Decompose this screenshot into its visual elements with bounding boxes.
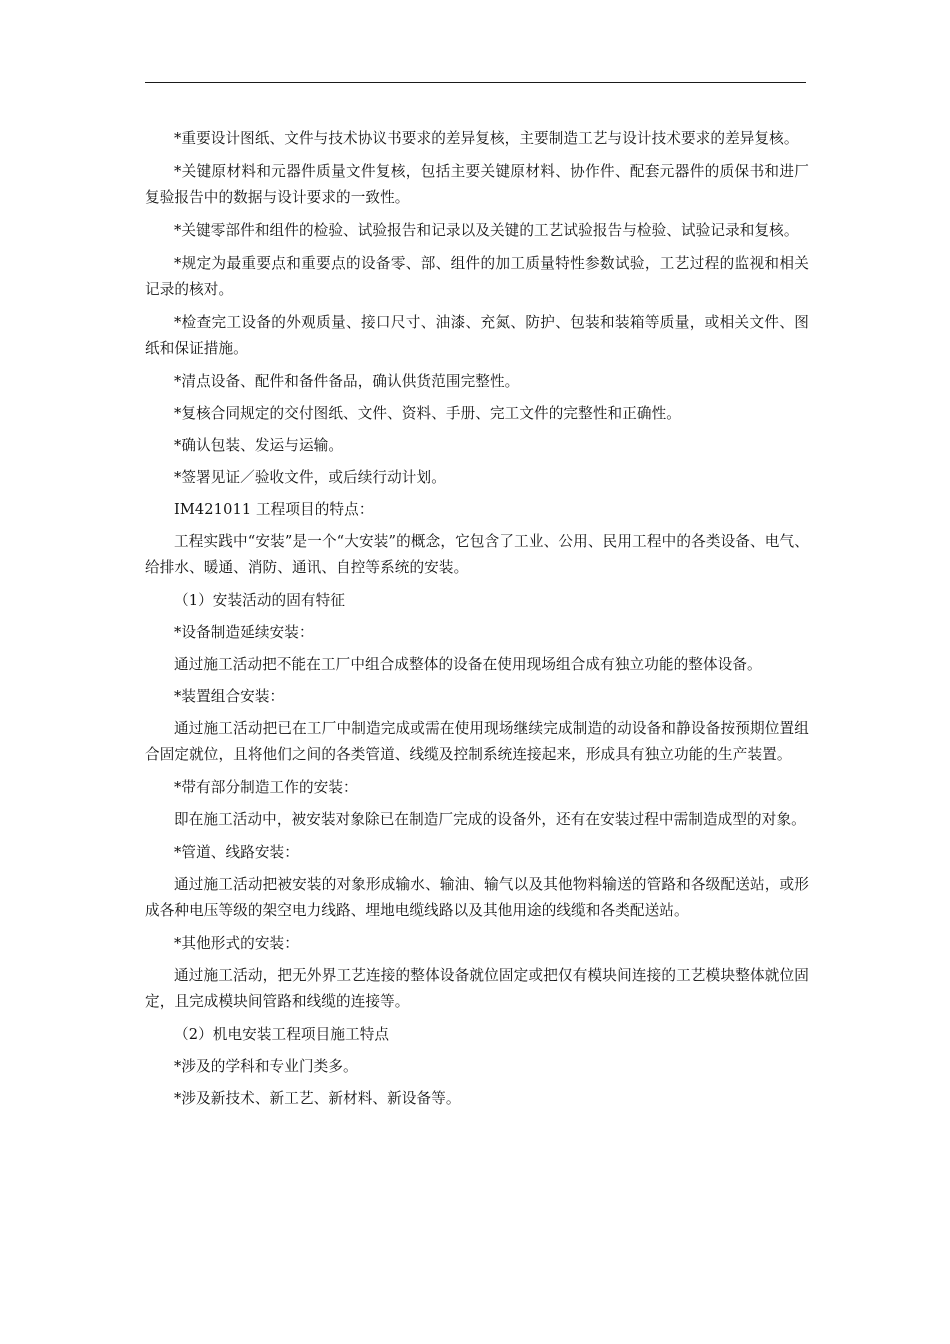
subheading-inherent-features: （1）安装活动的固有特征 — [174, 592, 346, 609]
paragraph-pipeline: 通过施工活动把被安装的对象形成输水、输油、输气以及其他物料输送的管路和各级配送站，或形成各种电压等级的架空电力线路、埋地电缆线路以及其他用途的线缆和各类配送站。 — [145, 876, 809, 919]
item-heading-pipeline: *管道、线路安装： — [174, 844, 299, 861]
paragraph-inventory: *清点设备、配件和备件备品，确认供货范围完整性。 — [174, 373, 520, 390]
paragraph-appearance-check: *检查完工设备的外观质量、接口尺寸、油漆、充氮、防护、包装和装箱等质量，或相关文件、图纸和保证措施。 — [145, 314, 809, 357]
paragraph-other-forms: 通过施工活动，把无外界工艺连接的整体设备就位固定或把仅有模块间连接的工艺模块整体就位固定，且完成模块间管路和线缆的连接等。 — [145, 967, 809, 1010]
paragraph-installation-concept: 工程实践中“安装”是一个“大安装”的概念，它包含了工业、公用、民用工程中的各类设备、电气、给排水、暖通、消防、通讯、自控等系统的安装。 — [145, 533, 809, 576]
paragraph-sign-off: *签署见证／验收文件，或后续行动计划。 — [174, 469, 446, 486]
paragraph-packing: *确认包装、发运与运输。 — [174, 437, 344, 454]
paragraph-assembly: 通过施工活动把已在工厂中制造完成或需在使用现场继续完成制造的动设备和静设备按预期位置组合固定就位，且将他们之间的各类管道、线缆及控制系统连接起来，形成具有独立功能的生产装置。 — [145, 720, 809, 763]
paragraph-material-review: *关键原材料和元器件质量文件复核，包括主要关键原材料、协作件、配套元器件的质保书和进厂复验报告中的数据与设计要求的一致性。 — [145, 163, 809, 206]
header-rule — [145, 82, 806, 83]
paragraph-new-technology: *涉及新技术、新工艺、新材料、新设备等。 — [174, 1090, 461, 1107]
item-heading-other-forms: *其他形式的安装： — [174, 935, 299, 952]
paragraph-many-disciplines: *涉及的学科和专业门类多。 — [174, 1058, 358, 1075]
item-heading-equipment-extension: *设备制造延续安装： — [174, 624, 314, 641]
section-heading-project-features: IM421011 工程项目的特点： — [174, 501, 374, 518]
subheading-construction-features: （2）机电安装工程项目施工特点 — [174, 1026, 390, 1043]
paragraph-documents-review: *复核合同规定的交付图纸、文件、资料、手册、完工文件的完整性和正确性。 — [174, 405, 681, 422]
paragraph-component-inspection: *关键零部件和组件的检验、试验报告和记录以及关键的工艺试验报告与检验、试验记录和复核。 — [174, 222, 799, 239]
paragraph-key-points-test: *规定为最重要点和重要点的设备零、部、组件的加工质量特性参数试验，工艺过程的监视和相关记录的核对。 — [145, 255, 809, 298]
paragraph-partial-manufacturing: 即在施工活动中，被安装对象除已在制造厂完成的设备外，还有在安装过程中需制造成型的对象。 — [174, 811, 806, 828]
paragraph-equipment-extension: 通过施工活动把不能在工厂中组合成整体的设备在使用现场组合成有独立功能的整体设备。 — [174, 656, 762, 673]
item-heading-assembly: *装置组合安装： — [174, 688, 285, 705]
item-heading-partial-manufacturing: *带有部分制造工作的安装： — [174, 779, 358, 796]
document-body — [145, 126, 809, 1118]
paragraph-design-review: *重要设计图纸、文件与技术协议书要求的差异复核，主要制造工艺与设计技术要求的差异复核。 — [174, 130, 799, 147]
